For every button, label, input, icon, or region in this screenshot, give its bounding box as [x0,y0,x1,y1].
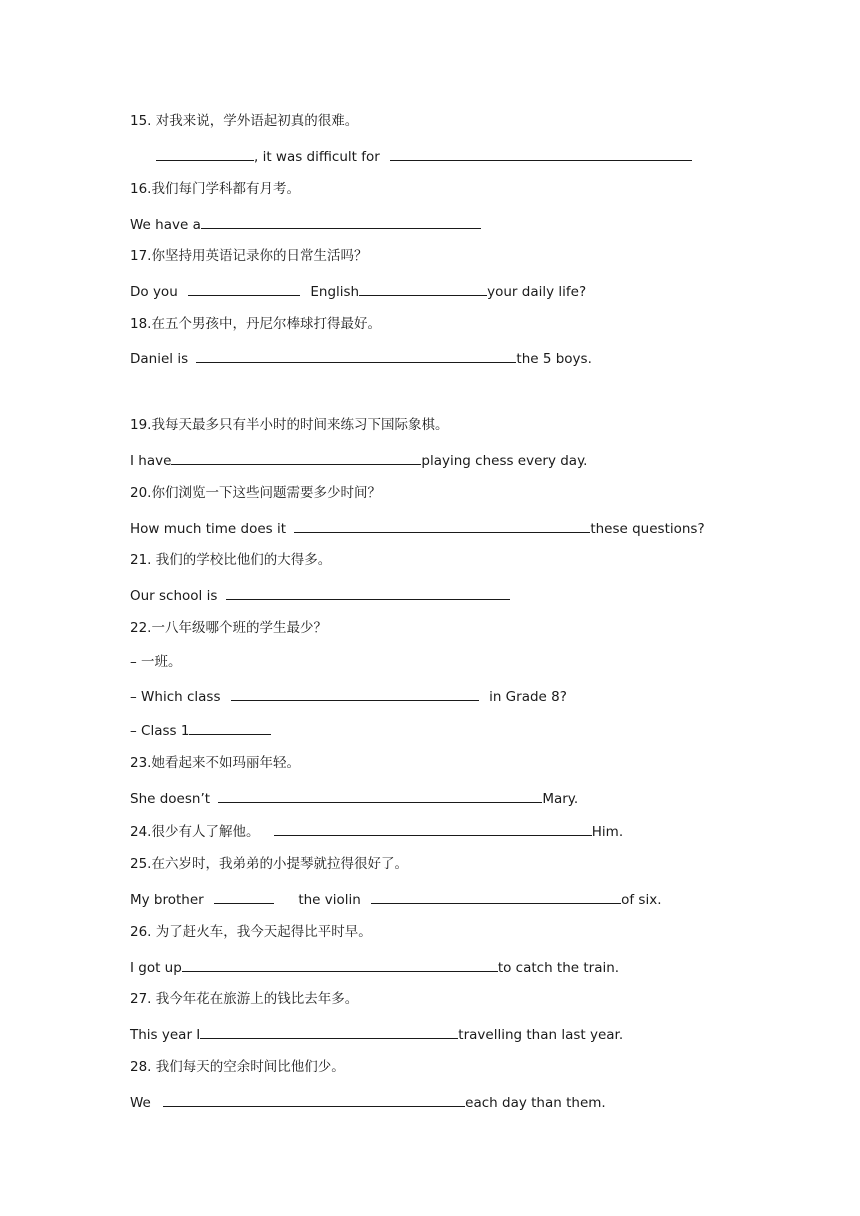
answer-text: Mary. [542,791,579,807]
answer-15 [156,146,692,166]
answer-23 [130,788,578,808]
question-text: 24.很少有人了解他。 [130,824,260,840]
answer-text: Do you [130,284,178,300]
question-28: 28. 我们每天的空余时间比他们少。 [130,1059,345,1075]
question-21: 21. 我们的学校比他们的大得多。 [130,552,332,568]
question-24 [130,821,623,841]
answer-text: your daily life? [487,284,587,300]
answer-text: Him. [591,824,624,840]
question-19: 19.我每天最多只有半小时的时间来练习下国际象棋。 [130,417,449,433]
answer-17 [130,281,586,301]
answer-text: Daniel is [130,351,189,367]
answer-22-reply-cn: – 一班。 [130,654,182,670]
answer-text: the 5 boys. [516,351,592,367]
question-15: 15. 对我来说，学外语起初真的很难。 [130,113,359,129]
answer-text: This year I [130,1027,201,1043]
answer-text: – Class 1 [130,723,190,739]
answer-text: , it was difficult for [254,149,380,165]
question-26: 26. 为了赶火车，我今天起得比平时早。 [130,924,372,940]
answer-blank[interactable] [231,686,479,701]
answer-text: We [130,1095,151,1111]
answer-blank[interactable] [188,281,300,296]
answer-blank[interactable] [156,146,254,161]
answer-22 [130,686,567,706]
answer-blank[interactable] [214,889,274,904]
answer-text: My brother [130,892,204,908]
answer-blank[interactable] [171,450,421,465]
answer-text: Our school is [130,588,218,604]
answer-text: in Grade 8? [489,689,567,705]
answer-blank[interactable] [201,214,481,229]
answer-text: travelling than last year. [458,1027,624,1043]
answer-text: She doesn’t [130,791,211,807]
answer-blank[interactable] [390,146,692,161]
answer-blank[interactable] [226,585,510,600]
question-22: 22.一八年级哪个班的学生最少？ [130,620,327,636]
answer-blank[interactable] [200,1024,458,1039]
answer-text: – Which class [130,689,221,705]
question-18: 18.在五个男孩中，丹尼尔棒球打得最好。 [130,316,381,332]
answer-blank[interactable] [359,281,487,296]
answer-text: English [310,284,360,300]
answer-text: to catch the train. [497,960,620,976]
answer-blank[interactable] [163,1092,465,1107]
question-25: 25.在六岁时，我弟弟的小提琴就拉得很好了。 [130,856,408,872]
answer-blank[interactable] [274,821,592,836]
answer-20 [130,518,705,538]
answer-text: I have [130,453,172,469]
answer-27 [130,1024,623,1044]
answer-16 [130,214,481,234]
answer-text: playing chess every day. [421,453,588,469]
answer-text: I got up [130,960,182,976]
answer-text: these questions? [590,521,705,537]
answer-21 [130,585,510,605]
question-27: 27. 我今年花在旅游上的钱比去年多。 [130,991,359,1007]
answer-25 [130,889,662,909]
answer-blank[interactable] [196,348,516,363]
answer-26 [130,957,619,977]
question-16: 16.我们每门学科都有月考。 [130,181,300,197]
question-23: 23.她看起来不如玛丽年轻。 [130,755,300,771]
answer-text: of six. [621,892,662,908]
answer-text: the violin [298,892,361,908]
answer-22-reply [130,720,271,740]
answer-blank[interactable] [189,720,271,735]
answer-text: We have a [130,217,201,233]
answer-28 [130,1092,606,1112]
answer-text: each day than them. [465,1095,606,1111]
answer-blank[interactable] [218,788,542,803]
answer-text: How much time does it [130,521,287,537]
answer-19 [130,450,587,470]
question-20: 20.你们浏览一下这些问题需要多少时间？ [130,485,381,501]
answer-blank[interactable] [294,518,590,533]
answer-blank[interactable] [182,957,498,972]
answer-blank[interactable] [371,889,621,904]
question-17: 17.你坚持用英语记录你的日常生活吗？ [130,248,368,264]
answer-18 [130,348,592,368]
